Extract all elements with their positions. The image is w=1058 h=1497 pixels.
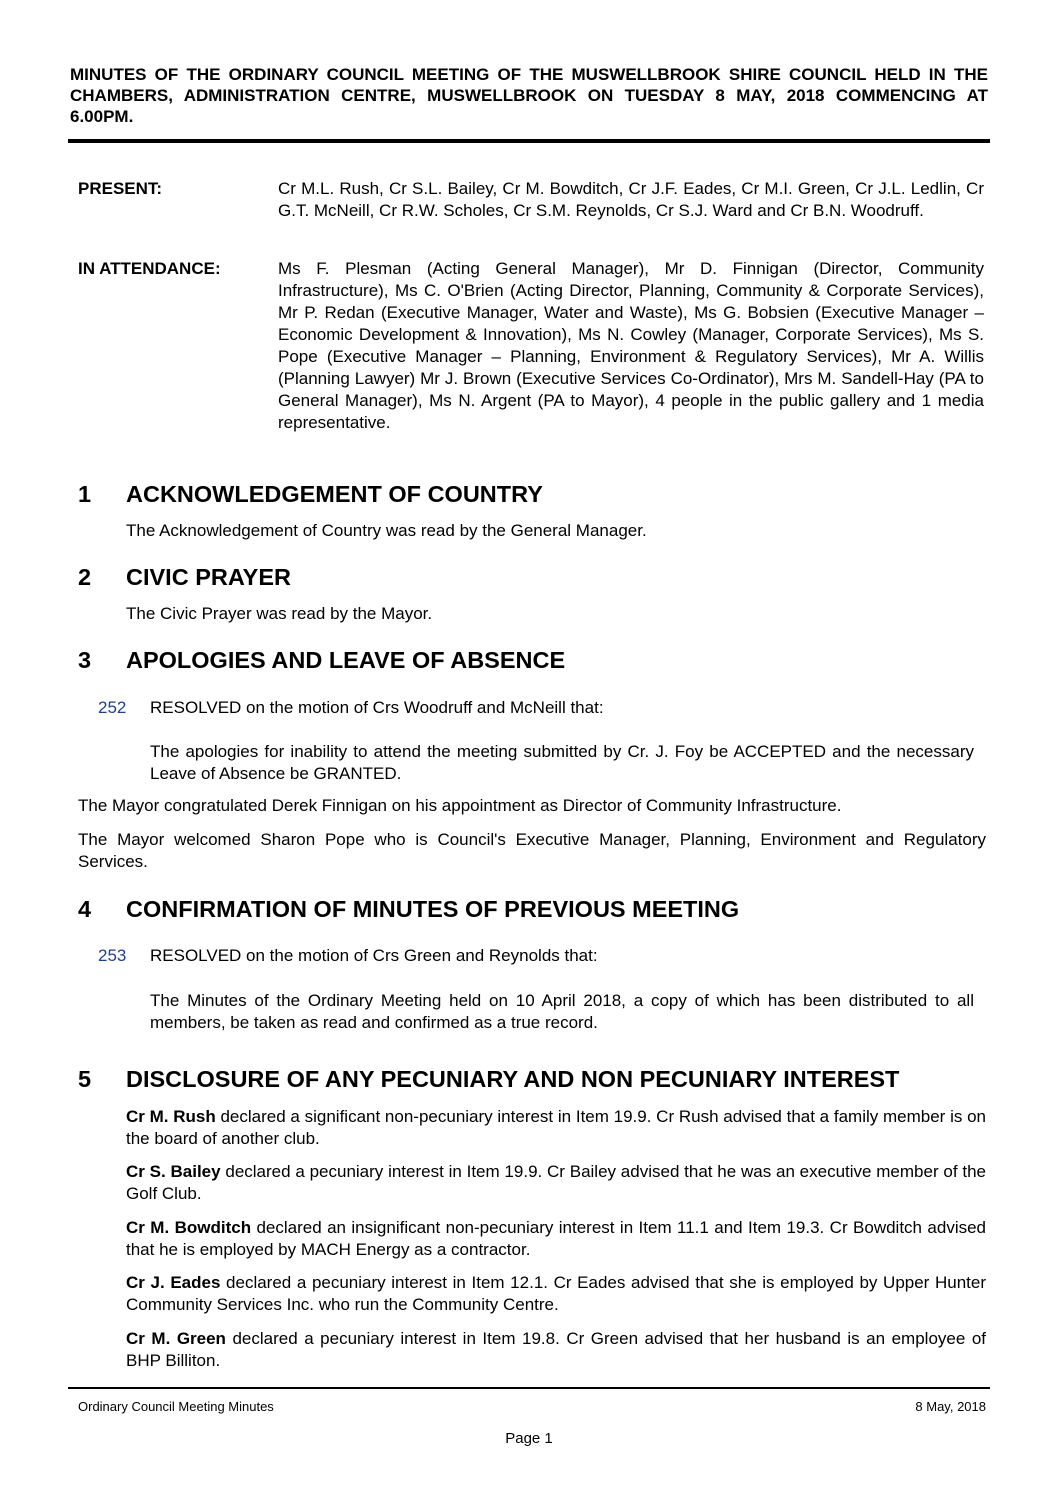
in-attendance-label: IN ATTENDANCE: — [78, 259, 221, 278]
document-title: MINUTES OF THE ORDINARY COUNCIL MEETING OF THE MUSWELLBROOK SHIRE COUNCIL HELD IN THE CHAMBERS, ADMINISTRATION CENTRE, MUSWELLBROOK ON TUESDAY 8 MAY, 2018 COMMENCING AT 6.00PM. — [70, 65, 988, 126]
section-title: DISCLOSURE OF ANY PECUNIARY AND NON PECUNIARY INTEREST — [126, 1066, 900, 1092]
footer-divider — [68, 1387, 990, 1389]
disclosure-item — [126, 1161, 986, 1205]
disclosure-text: declared a pecuniary interest in Item 12.1. Cr Eades advised that she is employed by Upper Hunter Community Services Inc. who run the Community Centre. — [126, 1273, 986, 1314]
footer-title: Ordinary Council Meeting Minutes — [78, 1399, 274, 1414]
present-label: PRESENT: — [78, 179, 163, 198]
section-number: 5 — [78, 1066, 92, 1092]
resolution-text: The apologies for inability to attend the meeting submitted by Cr. J. Foy be ACCEPTED and the necessary Leave of Absence be GRANTED. — [150, 742, 974, 783]
councillor-name: Cr J. Eades — [126, 1273, 221, 1292]
section-number: 1 — [78, 481, 92, 507]
footer-date: 8 May, 2018 — [915, 1399, 986, 1414]
section-title: CONFIRMATION OF MINUTES OF PREVIOUS MEETING — [126, 896, 740, 922]
disclosure-item — [126, 1217, 986, 1261]
mayor-note-1: The Mayor congratulated Derek Finnigan on his appointment as Director of Community Infrastructure. — [78, 796, 842, 815]
resolution-number: 252 — [98, 698, 127, 717]
mayor-note-2: The Mayor welcomed Sharon Pope who is Council's Executive Manager, Planning, Environment and Regulatory Services. — [78, 830, 986, 871]
resolution-lead: RESOLVED on the motion of Crs Green and Reynolds that: — [150, 946, 598, 965]
section-1-text: The Acknowledgement of Country was read by the General Manager. — [126, 521, 647, 540]
resolution-number: 253 — [98, 946, 127, 965]
section-2-text: The Civic Prayer was read by the Mayor. — [126, 604, 433, 623]
disclosure-item — [126, 1272, 986, 1316]
councillor-name: Cr M. Rush — [126, 1107, 216, 1126]
header-divider — [68, 139, 990, 143]
in-attendance-text: Ms F. Plesman (Acting General Manager), Mr D. Finnigan (Director, Community Infrastructure), Ms C. O'Brien (Acting Director, Planning, Community & Corporate Services), Mr P. Redan (Executive Manager, Water and Waste), Ms G. Bobsien (Executive Manager – Economic Development & Innovation), Ms N. Cowley (Manager, Corporate Services), Ms S. Pope (Executive Manager – Planning, Environment & Regulatory Services), Mr A. Willis (Planning Lawyer) Mr J. Brown (Executive Services Co-Ordinator), Mrs M. Sandell-Hay (PA to General Manager), Ms N. Argent (PA to Mayor), 4 people in the public gallery and 1 media representative. — [278, 259, 984, 432]
disclosure-item — [126, 1106, 986, 1150]
councillor-name: Cr S. Bailey — [126, 1162, 221, 1181]
section-title: CIVIC PRAYER — [126, 564, 291, 590]
section-title: ACKNOWLEDGEMENT OF COUNTRY — [126, 481, 543, 507]
disclosure-text: declared a pecuniary interest in Item 19.8. Cr Green advised that her husband is an employee of BHP Billiton. — [126, 1329, 987, 1370]
section-number: 2 — [78, 564, 92, 590]
disclosure-text: declared an insignificant non-pecuniary interest in Item 11.1 and Item 19.3. Cr Bowditch advised that he is employed by MACH Energy as a contractor. — [126, 1218, 987, 1259]
resolution-lead: RESOLVED on the motion of Crs Woodruff and McNeill that: — [150, 698, 604, 717]
section-number: 3 — [78, 647, 92, 673]
section-number: 4 — [78, 896, 92, 922]
resolution-text: The Minutes of the Ordinary Meeting held on 10 April 2018, a copy of which has been distributed to all members, be taken as read and confirmed as a true record. — [150, 991, 974, 1032]
page-number: Page 1 — [505, 1430, 553, 1447]
disclosure-text: declared a significant non-pecuniary interest in Item 19.9. Cr Rush advised that a family member is on the board of another club. — [126, 1107, 986, 1148]
disclosure-item — [126, 1328, 986, 1372]
section-title: APOLOGIES AND LEAVE OF ABSENCE — [126, 647, 566, 673]
councillor-name: Cr M. Green — [126, 1329, 226, 1348]
present-text: Cr M.L. Rush, Cr S.L. Bailey, Cr M. Bowditch, Cr J.F. Eades, Cr M.I. Green, Cr J.L. Ledlin, Cr G.T. McNeill, Cr R.W. Scholes, Cr S.M. Reynolds, Cr S.J. Ward and Cr B.N. Woodruff. — [278, 179, 984, 220]
disclosure-text: declared a pecuniary interest in Item 19.9. Cr Bailey advised that he was an executive member of the Golf Club. — [126, 1162, 986, 1203]
councillor-name: Cr M. Bowditch — [126, 1218, 252, 1237]
